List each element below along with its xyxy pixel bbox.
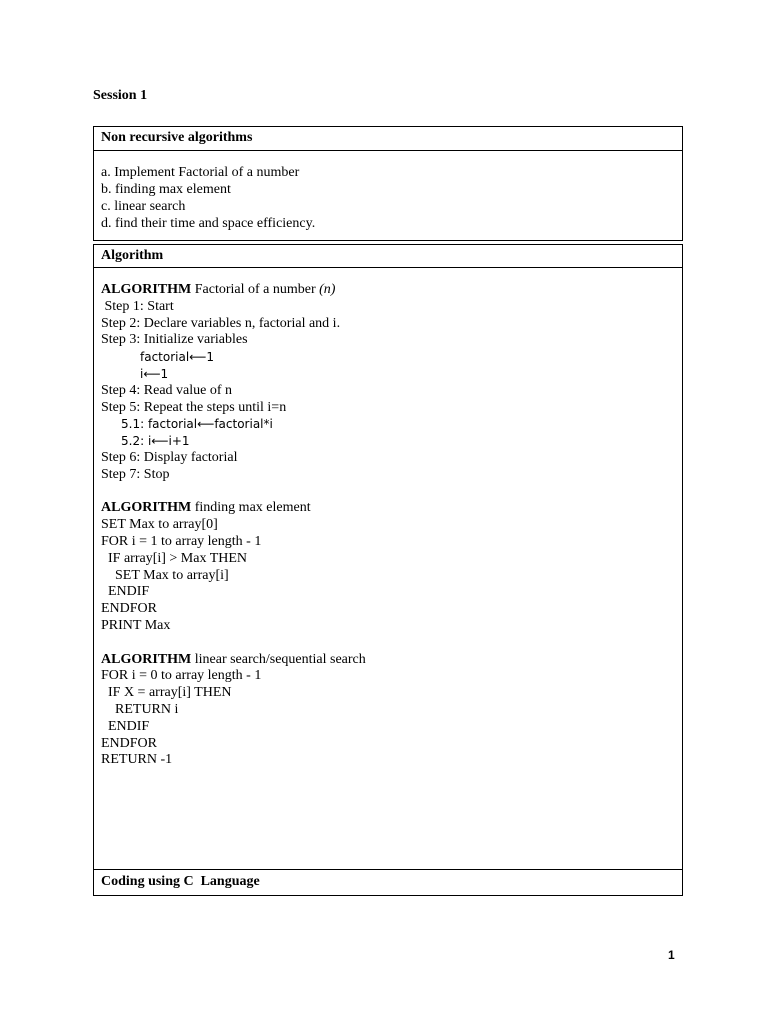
max-code-line: ENDIF: [101, 584, 150, 600]
search-algorithm-title: [101, 652, 682, 669]
algorithm-keyword: ALGORITHM: [101, 500, 192, 516]
search-code-line: FOR i = 0 to array length - 1: [101, 668, 262, 684]
algorithm-header: Algorithm: [101, 248, 164, 263]
algorithm-header-box: [93, 244, 683, 268]
max-code-line: SET Max to array[0]: [101, 517, 218, 533]
factorial-step: Step 3: Initialize variables: [101, 332, 248, 348]
task-box: [93, 126, 683, 241]
algorithm-keyword: ALGORITHM: [101, 282, 192, 297]
factorial-step: Step 4: Read value of n: [101, 382, 233, 398]
task-item: c. linear search: [101, 199, 186, 214]
factorial-algorithm-title: [101, 282, 682, 299]
page-number: 1: [668, 948, 675, 962]
search-code-line: IF X = array[i] THEN: [101, 685, 232, 701]
session-title: Session 1: [93, 88, 148, 103]
algorithm-name: linear search/sequential search: [194, 651, 366, 667]
task-item: d. find their time and space efficiency.: [101, 216, 316, 231]
factorial-step: Step 6: Display factorial: [101, 449, 238, 465]
factorial-step: Step 7: Stop: [101, 466, 170, 482]
max-code-line: FOR i = 1 to array length - 1: [101, 533, 262, 549]
algorithm-param: (n): [319, 282, 336, 297]
task-list: [94, 151, 682, 232]
algorithm-body: [93, 267, 683, 870]
max-algorithm-title: [101, 500, 682, 517]
max-code-line: ENDFOR: [101, 601, 158, 617]
search-code-line: RETURN i: [101, 701, 179, 717]
factorial-step: Step 1: Start: [101, 298, 174, 314]
factorial-step: Step 5: Repeat the steps until i=n: [101, 399, 287, 415]
algorithm-name: finding max element: [194, 500, 311, 516]
max-code-line: SET Max to array[i]: [101, 567, 229, 583]
search-code-line: ENDFOR: [101, 735, 158, 751]
coding-header: Coding using C Language: [101, 874, 260, 889]
task-box-title: Non recursive algorithms: [94, 127, 682, 151]
factorial-step: Step 2: Declare variables n, factorial and i.: [101, 315, 341, 331]
factorial-substep: 5.2: i⟵i+1: [121, 434, 190, 449]
factorial-init: i⟵1: [140, 366, 169, 381]
algorithm-name: Factorial of a number: [194, 282, 316, 297]
task-item: b. finding max element: [101, 182, 231, 197]
factorial-substep: 5.1: factorial⟵factorial*i: [121, 417, 273, 432]
search-code-line: ENDIF: [101, 718, 150, 734]
factorial-init: factorial⟵1: [140, 350, 215, 365]
task-item: a. Implement Factorial of a number: [101, 165, 300, 180]
coding-box: [93, 869, 683, 896]
algorithm-keyword: ALGORITHM: [101, 651, 192, 667]
max-code-line: PRINT Max: [101, 617, 171, 633]
max-code-line: IF array[i] > Max THEN: [101, 550, 248, 566]
search-code-line: RETURN -1: [101, 752, 173, 768]
